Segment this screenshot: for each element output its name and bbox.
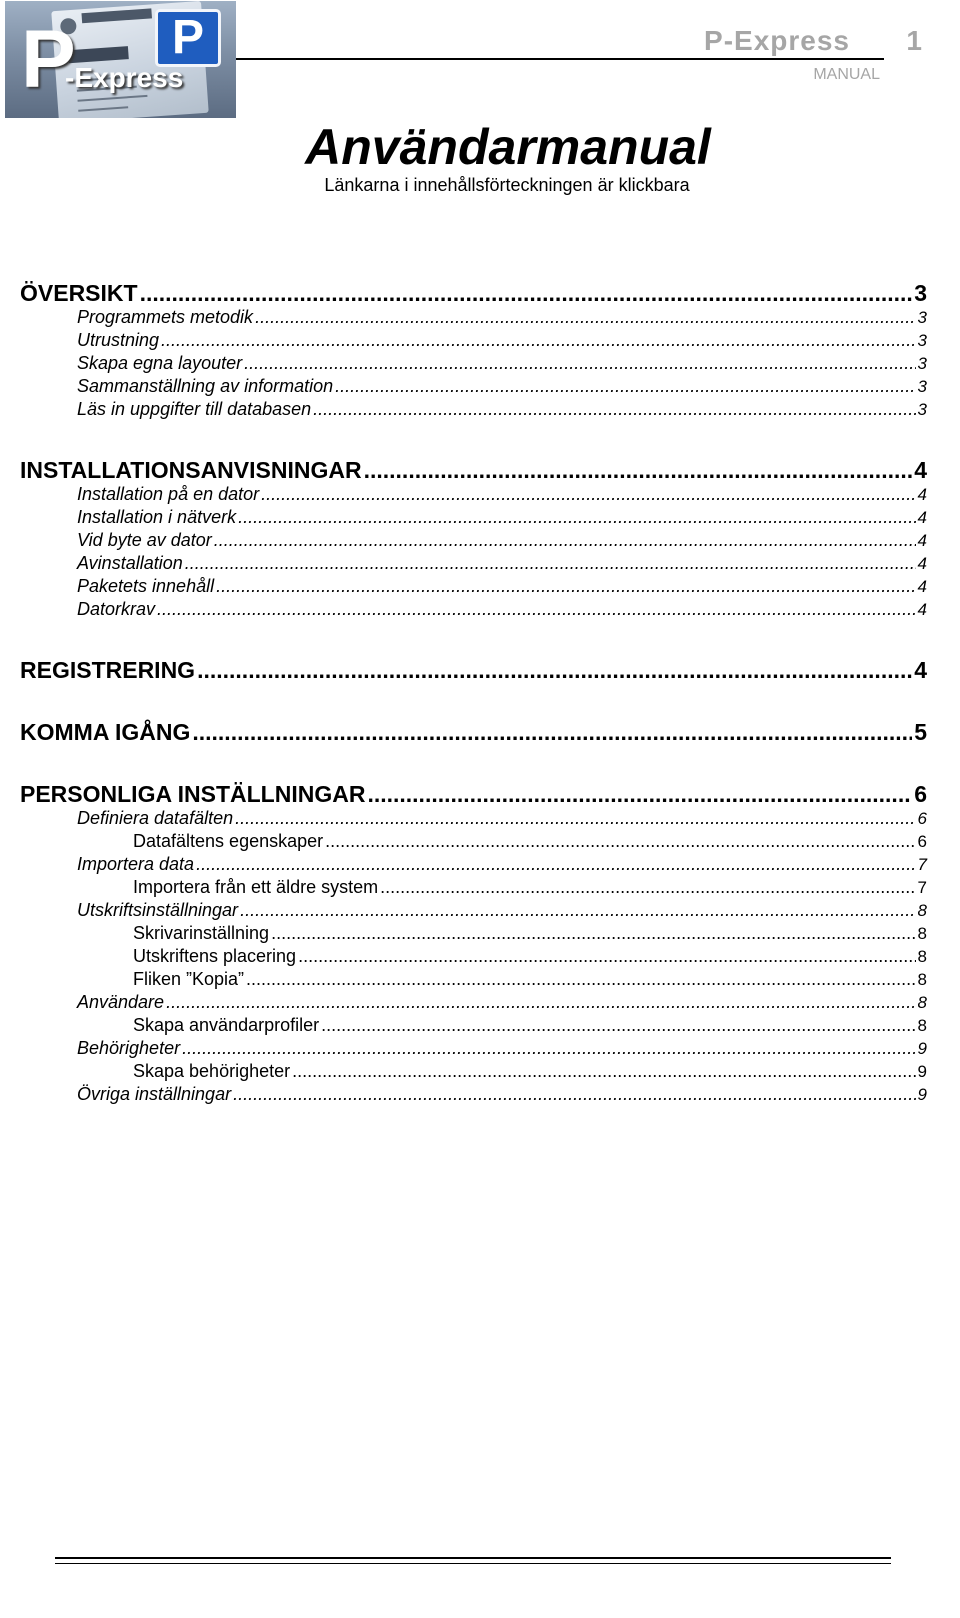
toc-entry-page: 3: [917, 400, 927, 419]
toc-heading-link[interactable]: [20, 657, 927, 683]
logo-image: [5, 1, 236, 118]
toc-entry-link[interactable]: [20, 352, 927, 375]
toc-entry-link[interactable]: [20, 552, 927, 575]
toc-dot-leader: [196, 853, 915, 876]
toc-entry-link[interactable]: [20, 375, 927, 398]
toc-dot-leader: [182, 1037, 915, 1060]
toc-entry-page: 6: [917, 809, 927, 828]
toc-entry-page: 8: [917, 947, 927, 966]
toc-entry-page: 4: [917, 577, 927, 596]
toc-heading-link[interactable]: [20, 781, 927, 807]
toc-dot-leader: [216, 575, 915, 598]
toc-entry-link[interactable]: [20, 807, 927, 830]
toc-dot-leader: [364, 457, 913, 483]
toc-dot-leader: [235, 807, 915, 830]
toc-entry-label: Behörigheter: [77, 1038, 181, 1058]
toc-dot-leader: [240, 899, 915, 922]
toc-entry-page: 4: [914, 457, 927, 483]
toc-section: [20, 657, 927, 683]
toc-entry-link[interactable]: [20, 991, 927, 1014]
toc-dot-leader: [192, 719, 912, 745]
toc-entry-link[interactable]: [20, 968, 927, 991]
toc-entry-label: PERSONLIGA INSTÄLLNINGAR: [20, 781, 366, 807]
toc-dot-leader: [292, 1060, 915, 1083]
toc-entry-link[interactable]: [20, 529, 927, 552]
toc-entry-page: 6: [917, 832, 927, 851]
toc-entry-link[interactable]: [20, 1037, 927, 1060]
toc-entry-page: 4: [917, 554, 927, 573]
footer-divider: [55, 1557, 891, 1559]
toc-entry-label: Skapa egna layouter: [77, 353, 243, 373]
toc-entry-page: 5: [914, 719, 927, 745]
toc-entry-link[interactable]: [20, 853, 927, 876]
toc-entry-link[interactable]: [20, 1060, 927, 1083]
toc-entry-label: Användare: [77, 992, 165, 1012]
toc-dot-leader: [166, 991, 915, 1014]
toc-entry-label: Datafältens egenskaper: [133, 831, 324, 851]
toc-entry-label: Vid byte av dator: [77, 530, 212, 550]
toc-entry-label: Utskriftsinställningar: [77, 900, 239, 920]
toc-entry-page: 3: [914, 280, 927, 306]
toc-entry-label: Skapa användarprofiler: [133, 1015, 320, 1035]
toc-entry-page: 8: [917, 1016, 927, 1035]
toc-entry-label: Importera från ett äldre system: [133, 877, 379, 897]
toc-heading-link[interactable]: [20, 280, 927, 306]
toc-entry-label: Utskriftens placering: [133, 946, 297, 966]
toc-entry-label: Importera data: [77, 854, 195, 874]
toc-dot-leader: [140, 280, 913, 306]
toc-entry-link[interactable]: [20, 876, 927, 899]
toc-entry-page: 6: [914, 781, 927, 807]
toc-dot-leader: [233, 1083, 915, 1106]
toc-entry-link[interactable]: [20, 506, 927, 529]
toc-entry-label: Installation i nätverk: [77, 507, 237, 527]
table-of-contents: [20, 280, 927, 1142]
toc-dot-leader: [255, 306, 915, 329]
toc-entry-label: Utrustning: [77, 330, 160, 350]
toc-dot-leader: [367, 781, 912, 807]
toc-entry-label: Avinstallation: [77, 553, 183, 573]
toc-entry-label: REGISTRERING: [20, 657, 196, 683]
toc-dot-leader: [321, 1014, 915, 1037]
header-subtitle: MANUAL: [813, 66, 880, 83]
toc-dot-leader: [161, 329, 915, 352]
toc-entry-page: 8: [917, 901, 927, 920]
toc-section: [20, 457, 927, 621]
toc-entry-link[interactable]: [20, 830, 927, 853]
header-divider: [236, 58, 884, 60]
toc-dot-leader: [380, 876, 915, 899]
toc-entry-label: Övriga inställningar: [77, 1084, 232, 1104]
toc-entry-link[interactable]: [20, 575, 927, 598]
toc-entry-page: 3: [917, 354, 927, 373]
toc-entry-label: INSTALLATIONSANVISNINGAR: [20, 457, 362, 483]
toc-entry-page: 4: [917, 485, 927, 504]
header-title: P-Express: [704, 25, 850, 56]
toc-entry-label: Skapa behörigheter: [133, 1061, 291, 1081]
toc-entry-label: Skrivarinställning: [133, 923, 270, 943]
toc-entry-label: Paketets innehåll: [77, 576, 215, 596]
toc-entry-link[interactable]: [20, 398, 927, 421]
toc-entry-label: Läs in uppgifter till databasen: [77, 399, 312, 419]
toc-dot-leader: [157, 598, 916, 621]
toc-entry-page: 3: [917, 331, 927, 350]
permit-registration-mark: [68, 46, 129, 63]
footer-divider: [55, 1563, 891, 1564]
toc-section: [20, 781, 927, 1106]
toc-entry-page: 8: [917, 993, 927, 1012]
toc-entry-label: Installation på en dator: [77, 484, 260, 504]
toc-entry-label: ÖVERSIKT: [20, 280, 138, 306]
toc-entry-page: 4: [917, 508, 927, 527]
toc-dot-leader: [238, 506, 915, 529]
toc-entry-page: 8: [917, 924, 927, 943]
parking-sign-icon: P: [155, 9, 221, 67]
toc-entry-page: 9: [917, 1039, 927, 1058]
toc-entry-page: 4: [917, 531, 927, 550]
toc-entry-link[interactable]: [20, 1014, 927, 1037]
permit-line: [78, 106, 128, 111]
toc-entry-link[interactable]: [20, 598, 927, 621]
toc-dot-leader: [325, 830, 915, 853]
logo-wordmark: -Express: [65, 62, 184, 93]
toc-section: [20, 280, 927, 421]
toc-heading-link[interactable]: [20, 457, 927, 483]
toc-dot-leader: [335, 375, 915, 398]
header-page-number: 1: [906, 25, 922, 56]
permit-brand-mark: [81, 8, 152, 23]
toc-entry-page: 3: [917, 308, 927, 327]
toc-entry-link[interactable]: [20, 899, 927, 922]
toc-dot-leader: [246, 968, 915, 991]
toc-entry-page: 4: [917, 600, 927, 619]
toc-dot-leader: [298, 945, 915, 968]
toc-heading-link[interactable]: [20, 719, 927, 745]
toc-entry-page: 7: [917, 878, 927, 897]
toc-entry-link[interactable]: [20, 306, 927, 329]
toc-entry-label: Fliken ”Kopia”: [133, 969, 245, 989]
toc-entry-label: Definiera datafälten: [77, 808, 234, 828]
toc-dot-leader: [261, 483, 915, 506]
toc-dot-leader: [197, 657, 912, 683]
toc-dot-leader: [271, 922, 915, 945]
toc-entry-label: Datorkrav: [77, 599, 156, 619]
document-title: Användarmanual: [305, 119, 711, 175]
toc-dot-leader: [185, 552, 916, 575]
toc-entry-link[interactable]: [20, 329, 927, 352]
toc-entry-page: 4: [914, 657, 927, 683]
toc-section: [20, 719, 927, 745]
toc-entry-label: KOMMA IGÅNG: [20, 719, 191, 745]
toc-entry-page: 9: [917, 1062, 927, 1081]
toc-entry-page: 7: [917, 855, 927, 874]
toc-entry-link[interactable]: [20, 483, 927, 506]
toc-entry-label: Programmets metodik: [77, 307, 254, 327]
toc-entry-link[interactable]: [20, 945, 927, 968]
toc-entry-link[interactable]: [20, 1083, 927, 1106]
toc-entry-page: 8: [917, 970, 927, 989]
permit-line: [78, 95, 148, 102]
logo-letter: P: [21, 14, 76, 105]
toc-entry-label: Sammanställning av information: [77, 376, 334, 396]
toc-entry-page: 9: [917, 1085, 927, 1104]
toc-entry-page: 3: [917, 377, 927, 396]
toc-dot-leader: [313, 398, 915, 421]
toc-entry-link[interactable]: [20, 922, 927, 945]
toc-dot-leader: [244, 352, 915, 375]
toc-dot-leader: [214, 529, 916, 552]
document-subtitle: Länkarna i innehållsförteckningen är klickbara: [324, 175, 690, 195]
